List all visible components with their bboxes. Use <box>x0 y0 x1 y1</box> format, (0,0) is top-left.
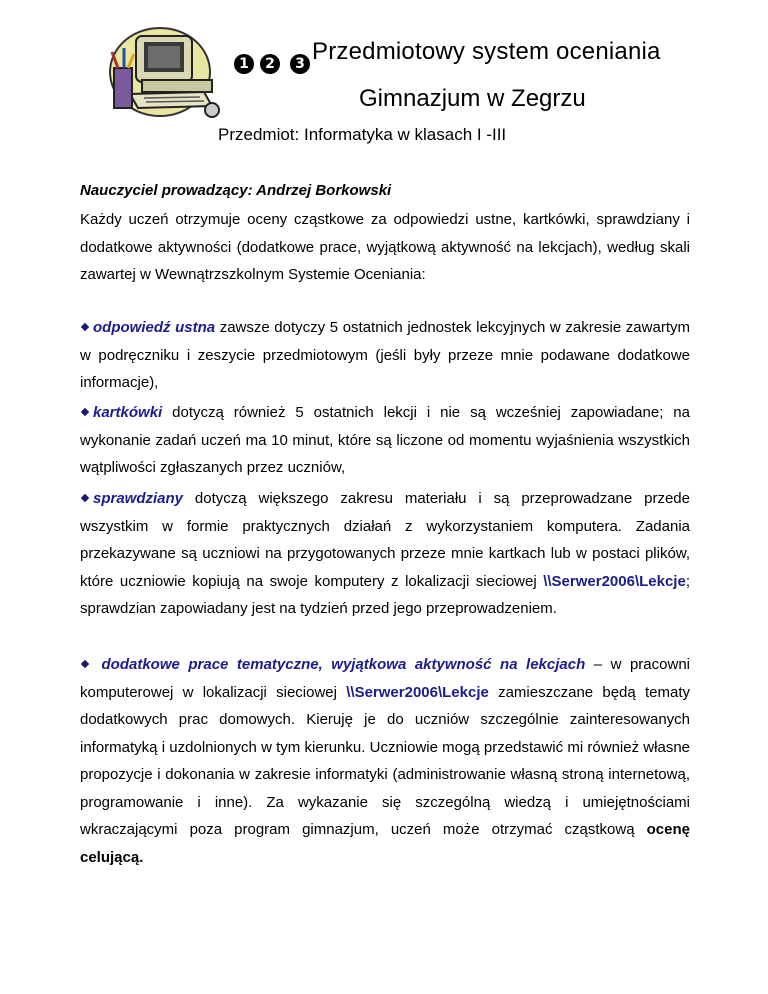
diamond-bullet-icon <box>81 494 89 502</box>
document-title: Przedmiotowy system oceniania <box>312 38 661 65</box>
school-name: Gimnazjum w Zegrzu <box>359 85 586 112</box>
subject-line: Przedmiot: Informatyka w klasach I -III <box>218 125 507 144</box>
item-term: sprawdziany <box>93 490 184 507</box>
grade-emphasis: ocenę celującą. <box>80 821 690 866</box>
list-item-quiz <box>80 399 690 482</box>
number-bullet-2: 2 <box>260 54 280 74</box>
item-text-after: zamieszczane będą tematy dodatkowych prac domowych. Kieruję je do uczniów szczególnie zainteresowanych informatyką i uzdolnionych w tym kierunku. Uczniowie mogą przedstawić mi również własne propozycje i dokonania w zakresie informatyki (administrowanie własną stroną internetową, programowanie i inne). Za wykazanie się szczególną wiedzą i umiejętnościami wkraczającymi poza program gimnazjum, uczeń może otrzymać cząstkową <box>80 683 690 838</box>
number-bullet-3: 3 <box>290 54 310 74</box>
list-item-tests <box>80 485 690 623</box>
item-text: zawsze dotyczy 5 ostatnich jednostek lekcyjnych w zakresie zawartym w podręczniku i zeszycie przedmiotowym (jeśli były przeze mnie podawane dodatkowe informacje), <box>80 319 690 391</box>
teacher-line: Nauczyciel prowadzący: Andrzej Borkowski <box>80 182 392 199</box>
item-text-after: ; sprawdzian zapowiadany jest na tydzień przed jego przeprowadzeniem. <box>80 572 690 617</box>
network-path: \\Serwer2006\Lekcje <box>346 683 489 701</box>
item-text: dotyczą większego zakresu materiału i są przeprowadzane przede wszystkim w formie praktycznych działań z wykorzystaniem komputera. Zadania przekazywane są uczniowi na przygotowanych przeze mnie kartkach lub w postaci plików, które uczniowie kopiują na swoje komputery z lokalizacji sieciowej <box>80 490 690 590</box>
item-term: dodatkowe prace tematyczne, wyjątkowa aktywność na lekcjach <box>101 656 586 673</box>
computer-clipart-icon <box>108 22 226 126</box>
list-item-oral <box>80 314 690 397</box>
item-term: odpowiedź ustna <box>93 319 216 336</box>
item-term: kartkówki <box>93 404 163 421</box>
list-item-extra <box>80 651 690 871</box>
diamond-bullet-icon <box>81 408 89 416</box>
number-bullet-1: 1 <box>234 54 254 74</box>
item-text: dotyczą również 5 ostatnich lekcji i nie są wcześniej zapowiadane; na wykonanie zadań uczeń ma 10 minut, które są liczone od momentu wyjaśnienia wszystkich wątpliwości zgłaszanych przez uczniów, <box>80 404 690 476</box>
intro-paragraph: Każdy uczeń otrzymuje oceny cząstkowe za odpowiedzi ustne, kartkówki, sprawdziany i dodatkowe aktywności (dodatkowe prace, wyjątkową aktywność na lekcjach), według skali zawartej w Wewnątrzszkolnym Systemie Oceniania: <box>80 211 690 283</box>
diamond-bullet-icon <box>81 323 89 331</box>
diamond-bullet-icon <box>81 660 89 668</box>
item-text: – w pracowni komputerowej w lokalizacji sieciowej <box>80 656 690 701</box>
network-path: \\Serwer2006\Lekcje <box>543 572 686 590</box>
